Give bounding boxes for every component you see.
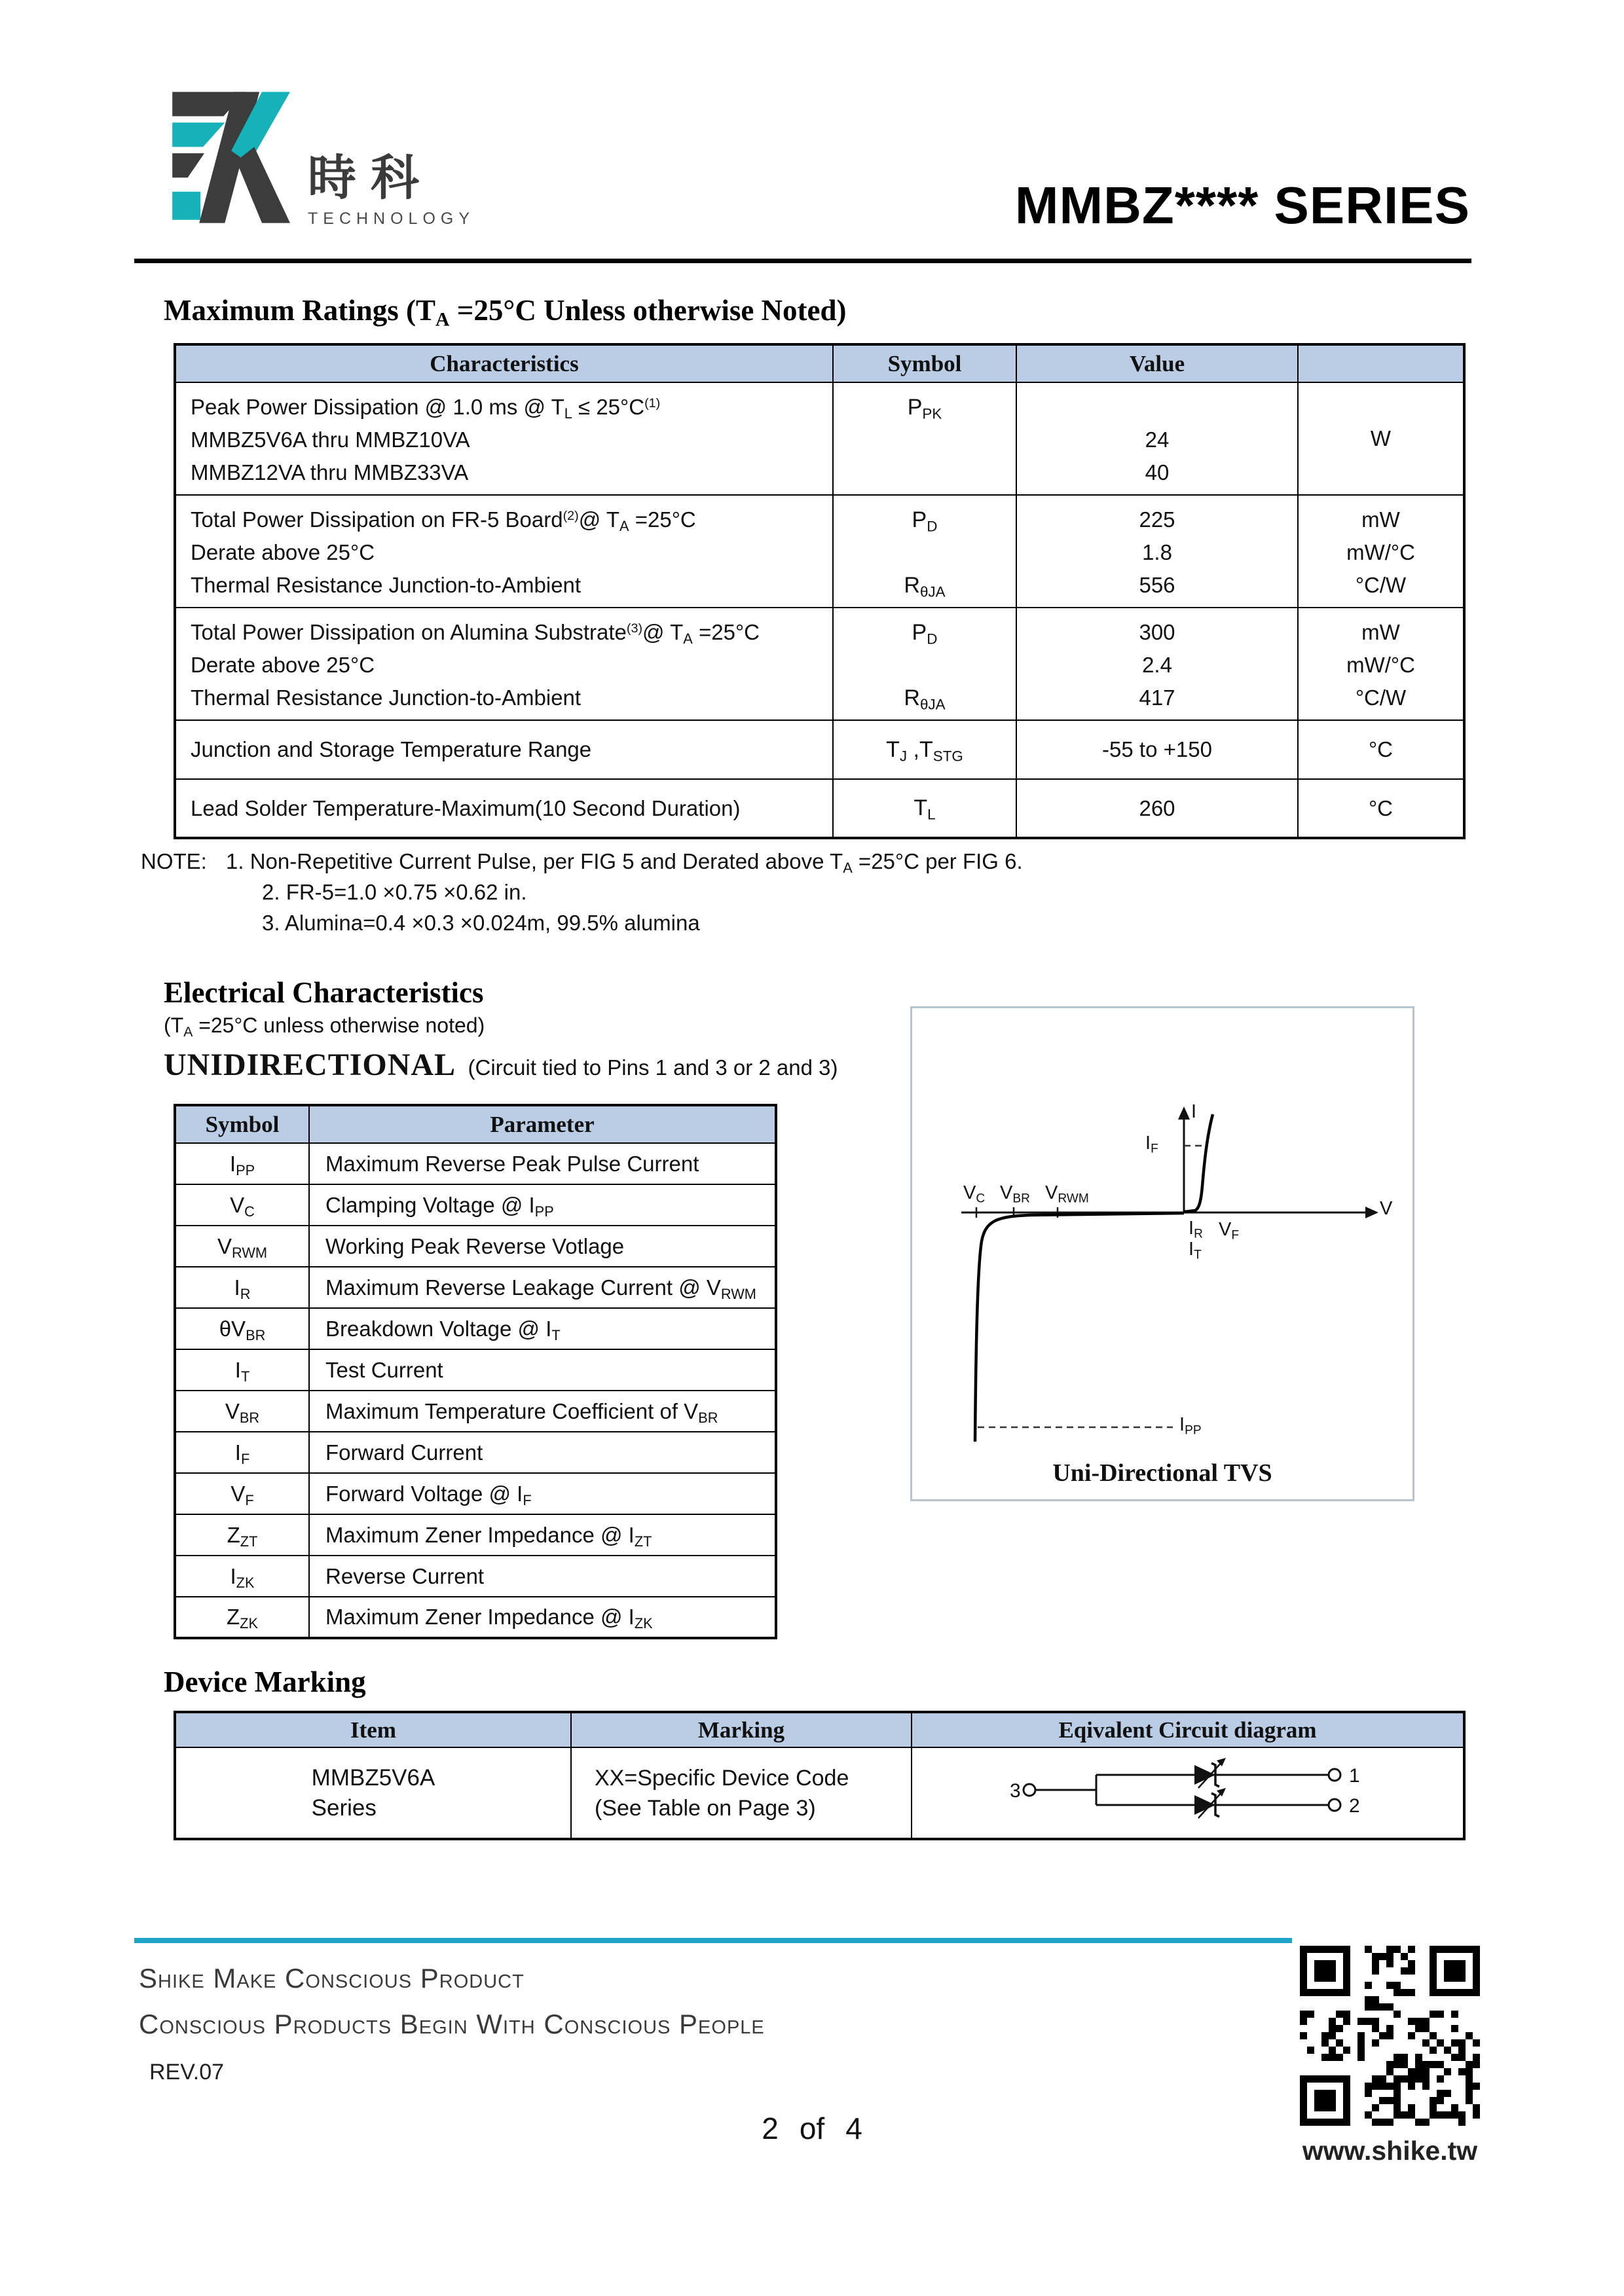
char-line: Derate above 25°C (191, 540, 375, 564)
circuit-cell (912, 1747, 1464, 1839)
vf-label: $V_F$ (1219, 1219, 1240, 1243)
table-row (175, 1308, 776, 1349)
max-ratings-table (174, 343, 1466, 839)
max-ratings-section (164, 293, 1466, 839)
document-title: MMBZ**** SERIES (1014, 176, 1470, 234)
table-row (175, 1747, 1464, 1839)
ipp-label: $I_{PP}$ (1179, 1414, 1202, 1438)
brand-name-cjk: 時科 (308, 151, 434, 205)
unit-line: mW (1361, 507, 1400, 532)
device-marking-table (174, 1711, 1466, 1840)
ir-label: $I_R$ (1189, 1218, 1203, 1241)
table-row (175, 1267, 776, 1308)
value-line: 225 (1139, 507, 1175, 532)
footer-rule (134, 1938, 1292, 1943)
electrical-heading: Electrical Characteristics (164, 976, 484, 1009)
value-cell: -55 to +150 (1016, 720, 1298, 779)
value-cell (1016, 608, 1298, 720)
value-line: 417 (1139, 685, 1175, 710)
footer-tagline-2: Conscious Products Begin With Conscious People (139, 2009, 765, 2039)
device-marking-heading: Device Marking (164, 1666, 366, 1698)
page-of-label: of (799, 2111, 825, 2145)
brand-subtitle: TECHNOLOGY (308, 210, 475, 228)
iv-curve-diagram (912, 1008, 1412, 1499)
characteristics-cell (175, 382, 833, 495)
note-indent (141, 877, 262, 907)
value-cell (1016, 495, 1298, 608)
symbol-cell: $V_F$ (175, 1473, 309, 1514)
value-line: 2.4 (1142, 653, 1172, 677)
vc-label: $V_C$ (963, 1182, 986, 1206)
website-text: www.shike.tw (1302, 2136, 1478, 2166)
symbol-cell: $V_{BR}$ (175, 1391, 309, 1432)
value-line: 300 (1139, 620, 1175, 644)
symbol-cell: $V_{RWM}$ (175, 1226, 309, 1267)
table-header-row (175, 1712, 1464, 1747)
symbol-cell (833, 495, 1016, 608)
symbol-cell: $\theta V_{BR}$ (175, 1308, 309, 1349)
iv-curve-panel (910, 1006, 1414, 1501)
value-line: 1.8 (1142, 540, 1172, 564)
parameter-cell: Breakdown Voltage @ $I_T$ (309, 1308, 776, 1349)
item-line: MMBZ5V6A (311, 1764, 435, 1791)
symbol (834, 536, 1016, 569)
parameter-cell: Forward Current (309, 1432, 776, 1473)
if-label: $I_F$ (1145, 1133, 1158, 1156)
marking-line: XX=Specific Device Code (595, 1765, 849, 1791)
note-row (141, 877, 1023, 907)
electrical-condition: ($T_A =25^\circ C$ unless otherwise noted) (164, 1013, 485, 1040)
header-rule (134, 259, 1471, 263)
parameter-cell: Clamping Voltage @ $I_{PP}$ (309, 1184, 776, 1226)
table-header-row (175, 344, 1464, 382)
table-row (175, 779, 1464, 838)
symbol: $P_D$ (912, 620, 938, 647)
table-row (175, 1184, 776, 1226)
i-axis-label: I (1191, 1101, 1197, 1122)
electrical-section-heading (164, 975, 838, 1083)
symbol (834, 649, 1016, 682)
table-row (175, 382, 1464, 495)
table-row (175, 1349, 776, 1391)
footer-tagline-1: Shike Make Conscious Product (139, 1963, 525, 1994)
col-header-symbol: Symbol (175, 1105, 309, 1143)
device-marking-section (164, 1665, 1466, 1840)
characteristics-cell (175, 495, 833, 608)
char-line: Thermal Resistance Junction-to-Ambient (191, 685, 581, 710)
col-header-item: Item (175, 1712, 571, 1747)
unit-cell: °C (1298, 779, 1464, 838)
max-ratings-heading: Maximum Ratings ($T_A =25^\circ C$ Unless otherwise Noted) (164, 294, 847, 331)
pin-2-label: 2 (1348, 1795, 1360, 1817)
unit-cell (1298, 495, 1464, 608)
parameter-cell: Forward Voltage @ $I_F$ (309, 1473, 776, 1514)
symbol-cell: $T_L$ (833, 779, 1016, 838)
characteristics-cell (175, 608, 833, 720)
symbol: $R_{\theta JA}$ (904, 573, 946, 600)
symbol-cell: $V_C$ (175, 1184, 309, 1226)
char-line: Derate above 25°C (191, 653, 375, 677)
value-cell (1016, 382, 1298, 495)
unidirectional-line (164, 1047, 838, 1083)
symbol-cell: $T_J$ $,T_{STG}$ (833, 720, 1016, 779)
marking-cell (571, 1747, 912, 1839)
symbol-cell: $Z_{ZK}$ (175, 1597, 309, 1638)
note-item: 2. FR-5=1.0 ×0.75 ×0.62 in. (262, 880, 527, 904)
table-row (175, 608, 1464, 720)
electrical-table-wrap (174, 1104, 777, 1639)
char-line: MMBZ12VA thru MMBZ33VA (191, 460, 469, 484)
col-header-characteristics: Characteristics (175, 344, 833, 382)
parameter-cell: Test Current (309, 1349, 776, 1391)
col-header-marking: Marking (571, 1712, 912, 1747)
table-row (175, 1226, 776, 1267)
parameter-cell: Maximum Zener Impedance @ $I_{ZT}$ (309, 1514, 776, 1556)
table-row (175, 720, 1464, 779)
value-line: 24 (1145, 428, 1170, 452)
col-header-value: Value (1016, 344, 1298, 382)
symbol-cell: $I_R$ (175, 1267, 309, 1308)
parameter-cell: Maximum Temperature Coefficient of $V_{BR}$ (309, 1391, 776, 1432)
value-line (1017, 391, 1297, 424)
unit-line: mW (1361, 620, 1400, 644)
page-number (0, 2111, 1624, 2146)
characteristics-cell: Lead Solder Temperature-Maximum(10 Second Duration) (175, 779, 833, 838)
notes-block (141, 846, 1023, 938)
iv-caption: Uni-Directional TVS (1052, 1459, 1272, 1487)
symbol: $P_D$ (912, 507, 938, 535)
electrical-table (174, 1104, 777, 1639)
revision-label: REV.07 (149, 2060, 225, 2085)
symbol-cell (833, 608, 1016, 720)
table-row (175, 1556, 776, 1597)
table-row (175, 1143, 776, 1184)
vbr-label: $V_{BR}$ (1000, 1182, 1030, 1206)
characteristics-cell: Junction and Storage Temperature Range (175, 720, 833, 779)
symbol: $P_{PK}$ (907, 395, 942, 422)
note-label: NOTE: (141, 849, 207, 873)
symbol-cell: $I_{PP}$ (175, 1143, 309, 1184)
note-indent (141, 907, 262, 938)
unit-cell: W (1298, 382, 1464, 495)
unidirectional-note: (Circuit tied to Pins 1 and 3 or 2 and 3) (468, 1055, 838, 1080)
item-line: Series (311, 1795, 377, 1821)
char-line: Peak Power Dissipation @ 1.0 ms @ $T_L \le 25^\circ C^{(1)}$ (191, 395, 661, 422)
unit-line: mW/°C (1346, 540, 1415, 564)
it-label: $I_T$ (1189, 1239, 1202, 1262)
parameter-cell: Maximum Reverse Peak Pulse Current (309, 1143, 776, 1184)
page-total: 4 (845, 2111, 862, 2145)
char-line: MMBZ5V6A thru MMBZ10VA (191, 428, 470, 452)
equivalent-circuit-diagram (998, 1751, 1378, 1829)
unit-cell (1298, 608, 1464, 720)
symbol-cell (833, 382, 1016, 495)
parameter-cell: Reverse Current (309, 1556, 776, 1597)
pin-3-label: 3 (1009, 1780, 1021, 1802)
unit-cell: °C (1298, 720, 1464, 779)
parameter-cell: Working Peak Reverse Votlage (309, 1226, 776, 1267)
table-row (175, 1432, 776, 1473)
unit-line: °C/W (1355, 685, 1407, 710)
pin-1-label: 1 (1348, 1765, 1360, 1787)
parameter-cell: Maximum Reverse Leakage Current @ $V_{RWM}$ (309, 1267, 776, 1308)
symbol-cell: $I_{ZK}$ (175, 1556, 309, 1597)
table-row (175, 1391, 776, 1432)
table-row (175, 1473, 776, 1514)
col-header-unit (1298, 344, 1464, 382)
table-row (175, 1514, 776, 1556)
unidirectional-label: UNIDIRECTIONAL (164, 1048, 456, 1082)
char-line: Thermal Resistance Junction-to-Ambient (191, 573, 581, 597)
unit-line: mW/°C (1346, 653, 1415, 677)
symbol-cell: $I_T$ (175, 1349, 309, 1391)
value-cell: 260 (1016, 779, 1298, 838)
note-row (141, 907, 1023, 938)
v-axis-label: V (1380, 1198, 1393, 1219)
vrwm-label: $V_{RWM}$ (1045, 1182, 1089, 1206)
value-line: 40 (1145, 460, 1170, 484)
qr-code (1300, 1946, 1480, 2126)
table-row (175, 1597, 776, 1638)
unit-line: °C/W (1355, 573, 1407, 597)
char-line: Total Power Dissipation on FR-5 Board$^{(2)}$@ $T_A =25^\circ C$ (191, 507, 696, 535)
note-row (141, 846, 1023, 877)
col-header-symbol: Symbol (833, 344, 1016, 382)
char-line: Total Power Dissipation on Alumina Substrate$^{(3)}$@ $T_A =25^\circ C$ (191, 620, 760, 647)
symbol: $R_{\theta JA}$ (904, 685, 946, 713)
note-item: 3. Alumina=0.4 ×0.3 ×0.024m, 99.5% alumina (262, 911, 700, 935)
note-item: 1. Non-Repetitive Current Pulse, per FIG 5 and Derated above $T_A =25^\circ C$ per FIG 6. (226, 849, 1023, 877)
parameter-cell: Maximum Zener Impedance @ $I_{ZK}$ (309, 1597, 776, 1638)
value-line: 556 (1139, 573, 1175, 597)
table-row (175, 495, 1464, 608)
col-header-parameter: Parameter (309, 1105, 776, 1143)
symbol-cell: $Z_{ZT}$ (175, 1514, 309, 1556)
table-header-row (175, 1105, 776, 1143)
col-header-circuit: Eqivalent Circuit diagram (912, 1712, 1464, 1747)
brand-block (308, 152, 475, 228)
page-current: 2 (762, 2111, 779, 2145)
marking-line: (See Table on Page 3) (595, 1795, 816, 1821)
shike-sk-logo-icon (149, 90, 290, 225)
item-cell (175, 1747, 571, 1839)
symbol-cell: $I_F$ (175, 1432, 309, 1473)
